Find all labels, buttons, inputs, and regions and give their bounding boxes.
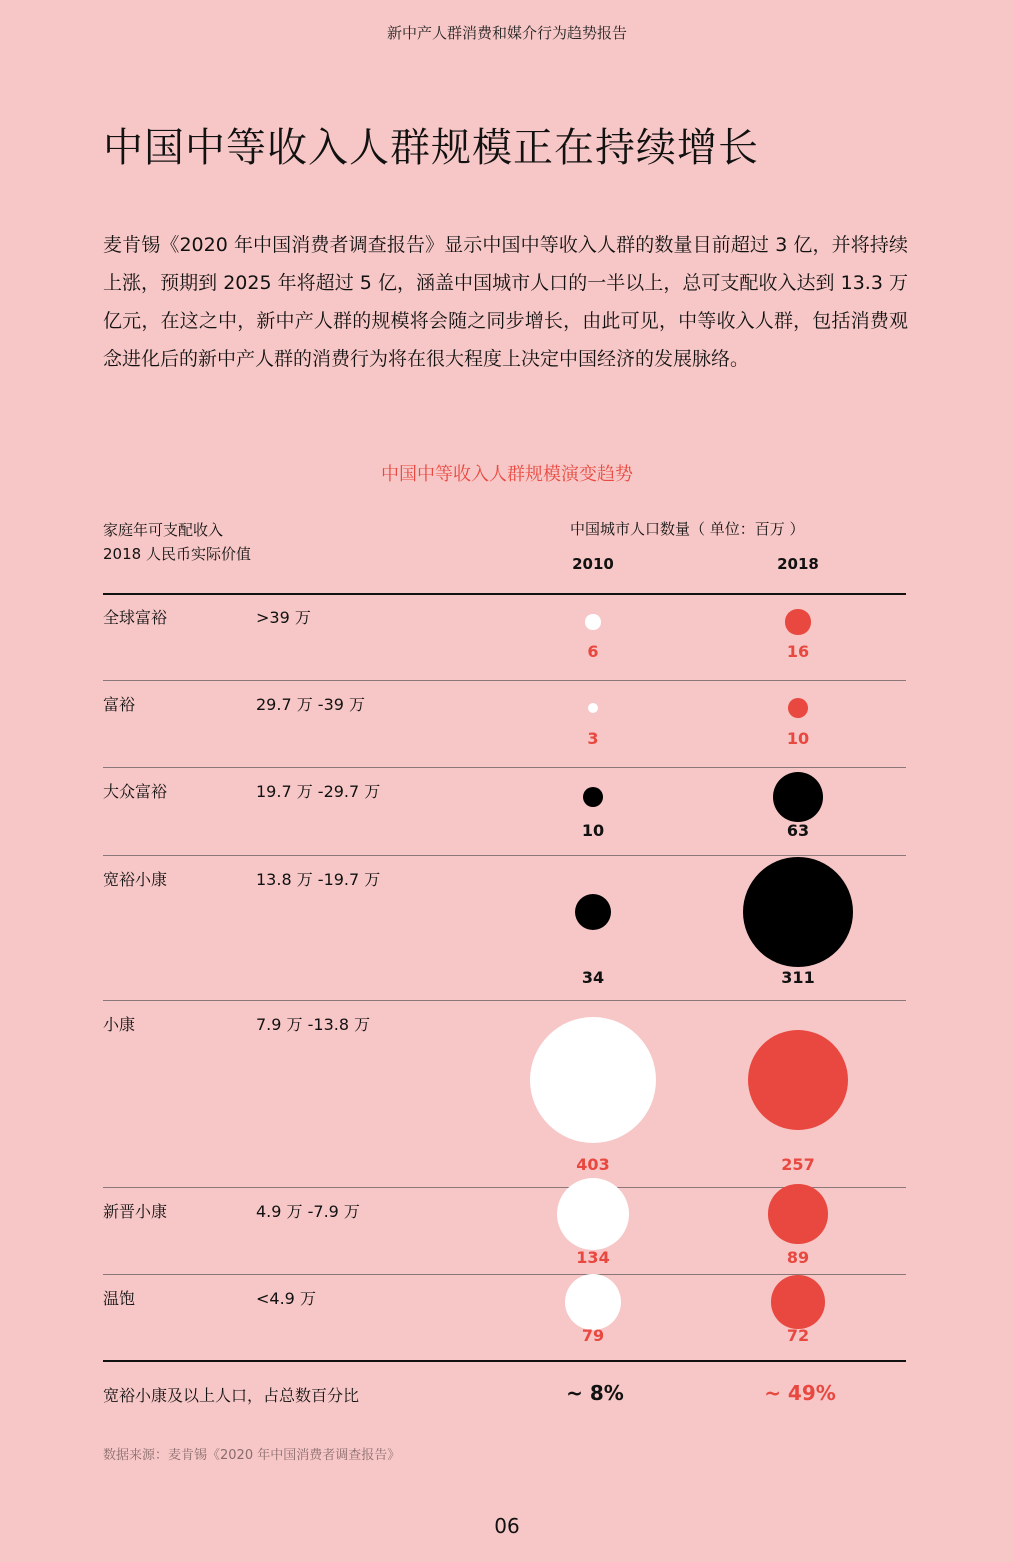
population-column-header: 中国城市人口数量（ 单位：百万 ） bbox=[570, 520, 805, 538]
bubble-2010 bbox=[585, 614, 600, 629]
bubble-2018 bbox=[785, 609, 810, 634]
summary-label: 宽裕小康及以上人口，占总数百分比 bbox=[103, 1386, 360, 1405]
bubble-2018 bbox=[771, 1275, 824, 1328]
value-label-2010: 34 bbox=[581, 968, 605, 987]
value-label-2018: 72 bbox=[786, 1326, 810, 1345]
bubble-2018 bbox=[773, 772, 823, 822]
page-title: 中国中等收入人群规模正在持续增长 bbox=[103, 125, 759, 171]
row-divider bbox=[103, 767, 906, 768]
bubble-2018 bbox=[743, 857, 854, 968]
income-header-line2: 2018 人民币实际价值 bbox=[103, 545, 251, 563]
row-category: 新晋小康 bbox=[103, 1202, 168, 1221]
bubble-2018 bbox=[768, 1184, 827, 1243]
value-label-2010: 79 bbox=[581, 1326, 605, 1345]
row-divider bbox=[103, 855, 906, 856]
row-income-range: 29.7 万 -39 万 bbox=[256, 695, 366, 714]
row-category: 温饱 bbox=[103, 1289, 136, 1308]
row-category: 富裕 bbox=[103, 695, 136, 714]
value-label-2010: 134 bbox=[576, 1248, 610, 1267]
bubble-2010 bbox=[557, 1178, 630, 1251]
data-source: 数据来源：麦肯锡《2020 年中国消费者调查报告》 bbox=[103, 1448, 401, 1463]
value-label-2018: 16 bbox=[786, 642, 810, 661]
row-category: 全球富裕 bbox=[103, 608, 168, 627]
bubble-2010 bbox=[530, 1017, 656, 1143]
row-category: 大众富裕 bbox=[103, 782, 168, 801]
bubble-2010 bbox=[575, 894, 612, 931]
value-label-2010: 10 bbox=[581, 821, 605, 840]
row-income-range: 13.8 万 -19.7 万 bbox=[256, 870, 381, 889]
value-label-2010: 403 bbox=[576, 1155, 610, 1174]
row-income-range: 19.7 万 -29.7 万 bbox=[256, 782, 381, 801]
summary-value-2010: ~ 8% bbox=[566, 1381, 624, 1405]
page-number: 06 bbox=[494, 1514, 520, 1538]
value-label-2018: 63 bbox=[786, 821, 810, 840]
intro-paragraph: 麦肯锡《2020 年中国消费者调查报告》显示中国中等收入人群的数量目前超过 3 亿，并将持续上涨，预期到 2025 年将超过 5 亿，涵盖中国城市人口的一半以上，总可支配收入达到 13.3 万亿元，在这之中，新中产人群的规模将会随之同步增长，由此可见，中等收入人群，包括消费观念进化后的新中产人群的消费行为将在很大程度上决定中国经济的发展脉络。 bbox=[103, 234, 908, 370]
row-income-range: 7.9 万 -13.8 万 bbox=[256, 1015, 371, 1034]
income-column-header bbox=[103, 518, 251, 566]
year-2018-header: 2018 bbox=[777, 555, 819, 573]
table-top-rule bbox=[103, 593, 906, 595]
year-2010-header: 2010 bbox=[572, 555, 614, 573]
row-category: 宽裕小康 bbox=[103, 870, 168, 889]
income-header-line1: 家庭年可支配收入 bbox=[103, 521, 224, 539]
row-divider bbox=[103, 1000, 906, 1001]
value-label-2018: 10 bbox=[786, 729, 810, 748]
row-category: 小康 bbox=[103, 1015, 136, 1034]
bubble-2010 bbox=[588, 703, 599, 714]
bubble-2010 bbox=[583, 787, 603, 807]
summary-value-2018: ~ 49% bbox=[764, 1381, 836, 1405]
row-income-range: 4.9 万 -7.9 万 bbox=[256, 1202, 360, 1221]
row-divider bbox=[103, 1274, 906, 1275]
value-label-2018: 257 bbox=[781, 1155, 815, 1174]
bubble-2018 bbox=[748, 1030, 849, 1131]
value-label-2010: 3 bbox=[587, 729, 599, 748]
row-income-range: <4.9 万 bbox=[256, 1289, 316, 1308]
row-divider bbox=[103, 680, 906, 681]
value-label-2018: 89 bbox=[786, 1248, 810, 1267]
table-bottom-rule bbox=[103, 1360, 906, 1362]
row-income-range: >39 万 bbox=[256, 608, 311, 627]
value-label-2018: 311 bbox=[781, 968, 815, 987]
bubble-2010 bbox=[565, 1274, 621, 1330]
running-header: 新中产人群消费和媒介行为趋势报告 bbox=[386, 24, 627, 42]
bubble-2018 bbox=[788, 698, 808, 718]
value-label-2010: 6 bbox=[587, 642, 599, 661]
chart-title: 中国中等收入人群规模演变趋势 bbox=[381, 464, 633, 485]
